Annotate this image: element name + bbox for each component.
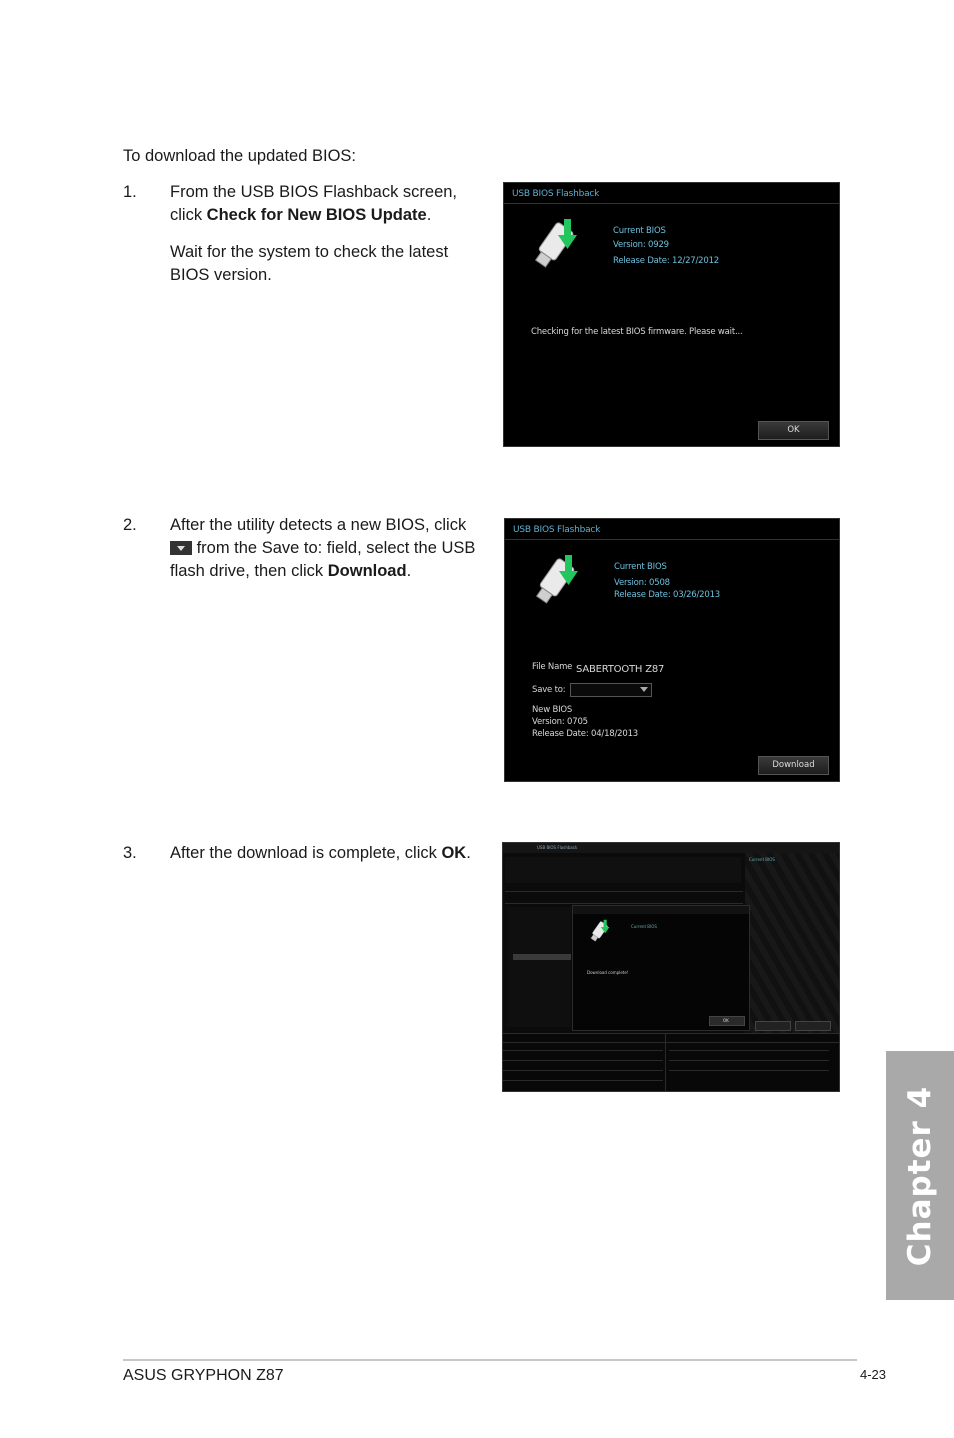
step-1-sub2: BIOS version.	[170, 266, 272, 284]
suite-title: USB BIOS Flashback	[537, 845, 578, 850]
ok-label: OK	[441, 844, 467, 862]
ok-button[interactable]: OK	[758, 421, 829, 440]
title-divider	[504, 203, 839, 204]
screenshot-check-bios	[503, 182, 840, 447]
usb-drive-icon	[529, 551, 585, 609]
step-2-line1: After the utility detects a new BIOS, click	[170, 516, 467, 534]
file-name-value: SABERTOOTH Z87	[576, 664, 665, 675]
current-bios-version: Version: 0929	[613, 240, 669, 250]
apply-button[interactable]	[755, 1021, 791, 1031]
save-to-label: Save to:	[532, 685, 566, 695]
monitor-row-line	[503, 1060, 663, 1061]
window-title: USB BIOS Flashback	[512, 189, 600, 199]
dialog-ok-button[interactable]	[709, 1016, 745, 1026]
current-bios-release-date: Release Date: 12/27/2012	[613, 256, 719, 266]
monitor-strip	[503, 1033, 839, 1092]
new-bios-release-date: Release Date: 04/18/2013	[532, 729, 638, 739]
footer-product-name: ASUS GRYPHON Z87	[123, 1367, 284, 1384]
monitor-row-line	[503, 1050, 663, 1051]
chapter-tab	[886, 1051, 954, 1300]
file-name-label: File Name	[532, 662, 573, 672]
step-1-line1: From the USB BIOS Flashback screen,	[170, 183, 458, 201]
left-option-button[interactable]	[513, 954, 571, 960]
check-bios-update-label: Check for New BIOS Update	[206, 206, 427, 224]
description-area	[505, 857, 741, 883]
current-bios-label: Current BIOS	[614, 562, 667, 572]
dialog-ok-label: OK	[723, 1018, 729, 1023]
screenshot-download-complete	[502, 842, 840, 1092]
right-panel	[745, 853, 839, 1033]
download-complete-dialog	[572, 905, 750, 1031]
monitor-row-line	[503, 1080, 663, 1081]
current-bios-version: Version: 0508	[614, 578, 670, 588]
title-divider	[505, 539, 839, 540]
footer-rule	[123, 1359, 857, 1361]
usb-drive-icon	[587, 918, 613, 944]
divider-mid	[505, 903, 743, 904]
download-button[interactable]: Download	[758, 756, 829, 775]
right-panel-current-bios: Current BIOS	[749, 857, 775, 862]
step-3-line1: After the download is complete, click OK.	[170, 844, 471, 862]
step-1-number: 1.	[123, 183, 137, 201]
step-2-line2: from the Save to: field, select the USB	[170, 537, 475, 560]
new-bios-version: Version: 0705	[532, 717, 588, 727]
monitor-row-line	[669, 1070, 829, 1071]
step-1-line2: click Check for New BIOS Update.	[170, 206, 432, 224]
monitor-column-divider	[665, 1034, 666, 1092]
intro-text: To download the updated BIOS:	[123, 147, 356, 165]
divider-top	[505, 891, 743, 892]
current-bios-label: Current BIOS	[613, 226, 666, 236]
step-1-sub1: Wait for the system to check the latest	[170, 243, 449, 261]
window-title: USB BIOS Flashback	[513, 525, 601, 535]
footer-page-number: 4-23	[859, 1367, 886, 1382]
dialog-status: Download complete!	[587, 970, 629, 975]
cancel-button[interactable]	[795, 1021, 831, 1031]
step-2-number: 2.	[123, 516, 137, 534]
left-options-panel	[507, 907, 571, 1027]
monitor-row-line	[669, 1060, 829, 1061]
chevron-down-icon	[640, 687, 648, 693]
dialog-title-bar	[573, 906, 749, 914]
monitor-row-line	[669, 1050, 829, 1051]
current-bios-release-date: Release Date: 03/26/2013	[614, 590, 720, 600]
new-bios-label: New BIOS	[532, 705, 573, 715]
checking-status-text: Checking for the latest BIOS firmware. Please wait...	[531, 327, 743, 337]
chapter-label: Chapter 4	[902, 1085, 938, 1266]
monitor-row-line	[503, 1070, 663, 1071]
dropdown-arrow-icon	[170, 541, 192, 555]
usb-drive-icon	[528, 215, 584, 273]
monitor-divider	[503, 1042, 839, 1043]
save-to-dropdown[interactable]	[570, 683, 652, 697]
step-3-number: 3.	[123, 844, 137, 862]
step-2-line3: flash drive, then click Download.	[170, 562, 412, 580]
dialog-current-bios: Current BIOS	[631, 924, 657, 929]
download-label: Download	[327, 562, 407, 580]
screenshot-download-bios	[504, 518, 840, 782]
